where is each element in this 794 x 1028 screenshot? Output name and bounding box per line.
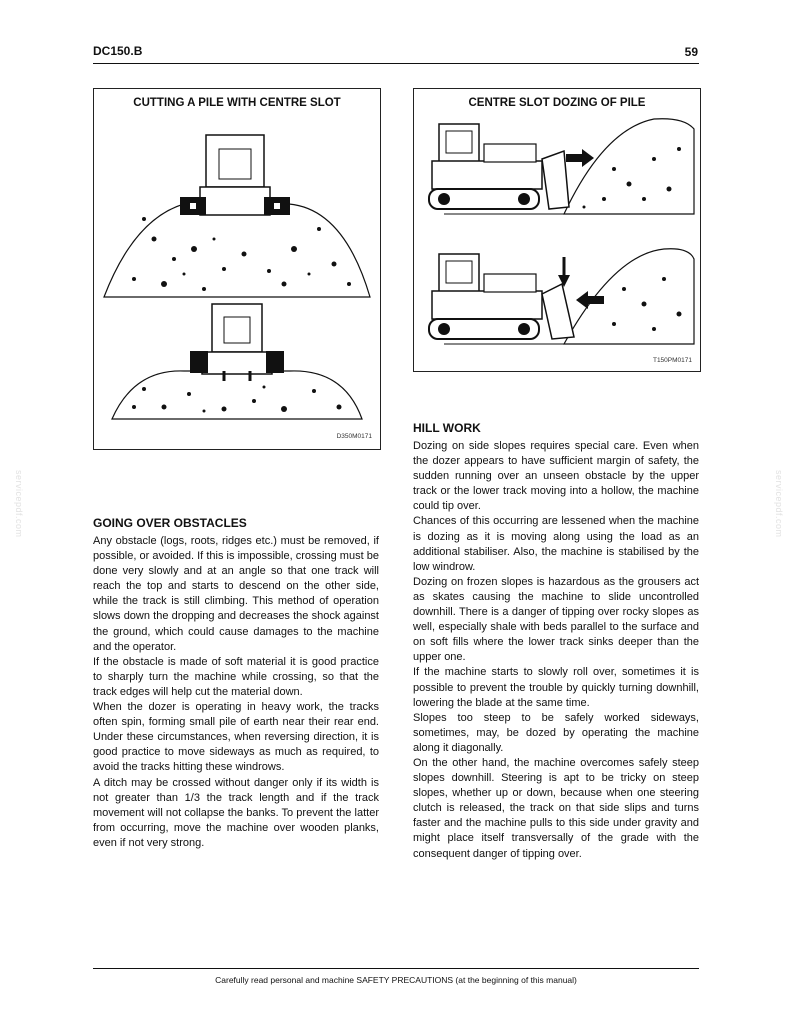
- figure-centre-slot-title: CENTRE SLOT DOZING OF PILE: [468, 97, 646, 109]
- hill-work-paragraph: Slopes too steep to be safely worked sideways, sometimes, may, be dozed by operating the machine along it diagonally.: [413, 711, 699, 754]
- hill-work-heading: HILL WORK: [413, 421, 481, 435]
- footer-note: Carefully read personal and machine SAFETY PRECAUTIONS (at the beginning of this manual): [215, 975, 577, 985]
- hill-work-paragraph: Chances of this occurring are lessened when the machine is dozing as it is moving along using the load as an additional stabiliser. Also, the machine is stabilised by the low windrow.: [413, 515, 699, 573]
- obstacles-paragraph: A ditch may be crossed without danger only if its width is not greater than 1/3 the track length and if the track movement will not collapse the banks. To prevent the latter from occurring, move the machine over wooden planks, even if not very strong.: [93, 776, 379, 849]
- hill-work-paragraph: On the other hand, the machine overcomes safely steep slopes downhill. Steering is apt to be tricky on steep slopes, whether up or down, because when one steering clutch is released, the track on that side slips and turns faster and the machine pulls to this side under gravity and might place itself transversally of the grade with the consequent danger of tipping over.: [413, 756, 699, 860]
- hill-work-paragraph: Dozing on frozen slopes is hazardous as the grousers act as skates causing the machine to slide uncontrolled downhill. There is a danger of tipping over rocky slopes as well, especially shale with beds parallel to the surface and on soft fills where the lower track sinks deeper than the upper one.: [413, 575, 699, 664]
- hill-work-paragraph: Dozing on side slopes requires special care. Even when the dozer appears to have sufficient margin of safety, the sudden running over an unseen obstacle by the upper track or the lower track moving into a hollow, the machine could tip over.: [413, 440, 699, 513]
- cutting-pile-illustration: [94, 89, 380, 449]
- figure-centre-slot: [413, 88, 701, 372]
- page-number: 59: [684, 45, 698, 59]
- obstacles-paragraph: Any obstacle (logs, roots, ridges etc.) must be removed, if possible, or avoided. If this is impossible, crossing must be done very slowly and at an angle so that one track will reach the top and starts to descend on the other side, while the track is still climbing. This method of operation slows down the dropping and decreases the shock against the ground, which could cause damages to the machine and the operator.: [93, 535, 379, 653]
- footer-rule: [93, 968, 699, 969]
- hill-work-paragraph: If the machine starts to slowly roll over, sometimes it is possible to prevent the trouble by quickly turning downhill, lowering the blade at the same time.: [413, 666, 699, 709]
- obstacles-heading: GOING OVER OBSTACLES: [93, 516, 247, 530]
- figure-centre-slot-code: T150PM0171: [652, 357, 692, 364]
- obstacles-paragraph: If the obstacle is made of soft material it is good practice to sharply turn the machine while crossing, so that the track edges will help cut the material down.: [93, 655, 379, 698]
- figure-cutting-pile-code: D350M0171: [336, 433, 372, 440]
- figure-cutting-pile: [93, 88, 381, 450]
- watermark-right: servicepdf.com: [774, 470, 784, 538]
- hill-work-body: [413, 439, 699, 862]
- watermark-left: servicepdf.com: [14, 470, 24, 538]
- centre-slot-illustration: [414, 89, 700, 371]
- obstacles-body: [93, 534, 379, 851]
- header-rule: [93, 63, 699, 64]
- manual-model: DC150.B: [93, 44, 143, 58]
- figure-cutting-pile-title: CUTTING A PILE WITH CENTRE SLOT: [133, 97, 341, 109]
- obstacles-paragraph: When the dozer is operating in heavy work, the tracks often spin, forming small pile of earth near their rear end. Under these circumstances, when reversing direction, it is good practice to move sideways as much as required, to avoid the tracks hitting these windrows.: [93, 701, 379, 774]
